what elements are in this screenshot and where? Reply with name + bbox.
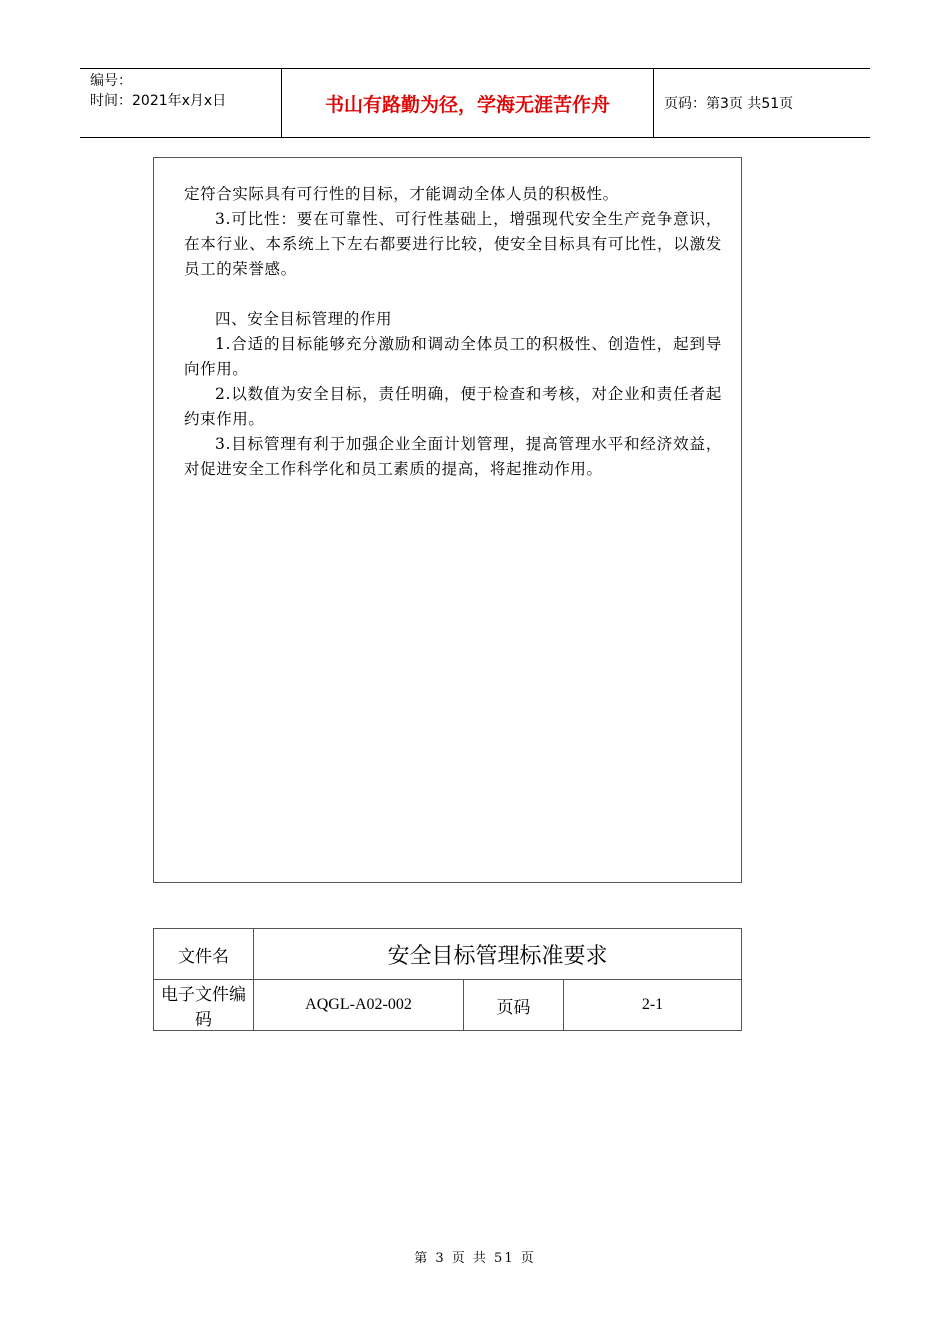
- section-heading: 四、安全目标管理的作用: [215, 310, 393, 328]
- paragraph-role-2: 2.以数值为安全目标，责任明确，便于检查和考核，对企业和责任者起约束作用。: [184, 385, 722, 428]
- table-row: [154, 980, 742, 1031]
- paragraph-spacer: [184, 282, 722, 307]
- document-info-table: [153, 928, 742, 1031]
- paragraph-role-1: 1.合适的目标能够充分激励和调动全体员工的积极性、创造性，起到导向作用。: [184, 335, 722, 378]
- document-time: 时间：2021年x月x日: [90, 93, 227, 109]
- paragraph-continuation: 定符合实际具有可行性的目标，才能调动全体人员的积极性。: [184, 185, 619, 203]
- electronic-code-value: AQGL-A02-002: [254, 980, 464, 1031]
- page-code-value: 2-1: [564, 980, 742, 1031]
- content-body: [184, 182, 722, 482]
- electronic-code-label: 电子文件编码: [154, 980, 254, 1031]
- header-page-info: 页码：第3页 共51页: [664, 96, 794, 112]
- page-code-label: 页码: [464, 980, 564, 1031]
- document-number-label: 编号：: [90, 73, 132, 89]
- file-name-label: 文件名: [154, 929, 254, 980]
- paragraph-role-3: 3.目标管理有利于加强企业全面计划管理，提高管理水平和经济效益，对促进安全工作科学化和员工素质的提高，将起推动作用。: [184, 435, 722, 478]
- file-name-value: 安全目标管理标准要求: [254, 929, 742, 980]
- table-row: [154, 929, 742, 980]
- header-meta: [80, 69, 282, 137]
- page-header: [80, 68, 870, 138]
- header-slogan: 书山有路勤为径，学海无涯苦作舟: [282, 69, 654, 137]
- content-frame: [153, 157, 742, 883]
- page-footer: 第 3 页 共 51 页: [414, 1251, 536, 1266]
- paragraph-comparability: 3.可比性：要在可靠性、可行性基础上，增强现代安全生产竞争意识，在本行业、本系统上下左右都要进行比较，使安全目标具有可比性，以激发员工的荣誉感。: [184, 210, 722, 278]
